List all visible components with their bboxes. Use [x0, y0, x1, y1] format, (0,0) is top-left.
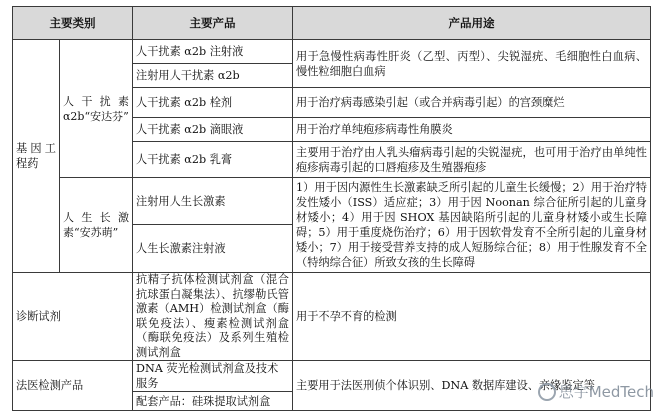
watermark-text: 思宇MedTech	[558, 383, 654, 401]
usage-cell: 用于急慢性病毒性肝炎（乙型、丙型）、尖锐湿疣、毛细胞性白血病、慢性粒细胞白血病	[293, 40, 651, 88]
wechat-logo-icon	[538, 383, 556, 401]
header-category: 主要类别	[13, 7, 133, 40]
product-cell: DNA 荧光检测试剂盒及技术服务	[133, 361, 293, 392]
product-cell: 人干扰素 α2b 滴眼液	[133, 118, 293, 142]
header-usage: 产品用途	[293, 7, 651, 40]
subcategory-interferon: 人 干 扰 素 α2b“安达芬”	[60, 40, 133, 178]
product-cell: 抗精子抗体检测试剂盒（混合抗球蛋白凝集法）、抗缪勒氏管激素（AMH）检测试剂盒（酶联免疫法）、瘦素检测试剂盒（酶联免疫法）及系列生殖检测试剂盒	[133, 273, 293, 361]
product-cell: 注射用人生长激素	[133, 178, 293, 225]
table-row	[13, 178, 651, 225]
table-row	[13, 40, 651, 64]
product-cell: 人生长激素注射液	[133, 225, 293, 273]
usage-cell: 用于治疗单纯疱疹病毒性角膜炎	[293, 118, 651, 142]
header-row	[13, 7, 651, 40]
usage-cell: 主要用于治疗由人乳头瘤病毒引起的尖锐湿疣，也可用于治疗由单纯性疱疹病毒引起的口唇疱疹及生殖器疱疹	[293, 142, 651, 178]
usage-cell: 主要用于法医刑侦个体识别、DNA 数据库建设、亲缘鉴定等	[293, 361, 651, 411]
category-diagnostic: 诊断试剂	[13, 273, 133, 361]
header-product: 主要产品	[133, 7, 293, 40]
usage-cell: 用于不孕不育的检测	[293, 273, 651, 361]
product-cell: 人干扰素 α2b 乳膏	[133, 142, 293, 178]
product-table	[12, 6, 651, 411]
usage-cell: 1）用于因内源性生长激素缺乏所引起的儿童生长缓慢；2）用于治疗特发性矮小（ISS）适应症；3）用于因 Noonan 综合征所引起的儿童身材矮小；4）用于因 SHOX 基因缺陷所引起的儿童身材矮小或生长障碍；5）用于重度烧伤治疗；6）用于因软骨发育不全所引起的儿童身材矮小；7）用于接受营养支持的成人短肠综合征；8）用于性腺发育不全（特纳综合征）所致女孩的生长障碍	[293, 178, 651, 273]
category-forensic: 法医检测产品	[13, 361, 133, 411]
table-row	[13, 273, 651, 361]
product-cell: 注射用人干扰素 α2b	[133, 64, 293, 88]
usage-cell: 用于治疗病毒感染引起（或合并病毒引起）的宫颈糜烂	[293, 88, 651, 118]
product-cell: 人干扰素 α2b 栓剂	[133, 88, 293, 118]
product-cell: 人干扰素 α2b 注射液	[133, 40, 293, 64]
watermark	[538, 381, 654, 402]
product-cell: 配套产品：硅珠提取试剂盒	[133, 392, 293, 411]
category-genetic: 基因工程药	[13, 40, 60, 273]
subcategory-growth-hormone: 人 生 长 激 素“安苏萌”	[60, 178, 133, 273]
